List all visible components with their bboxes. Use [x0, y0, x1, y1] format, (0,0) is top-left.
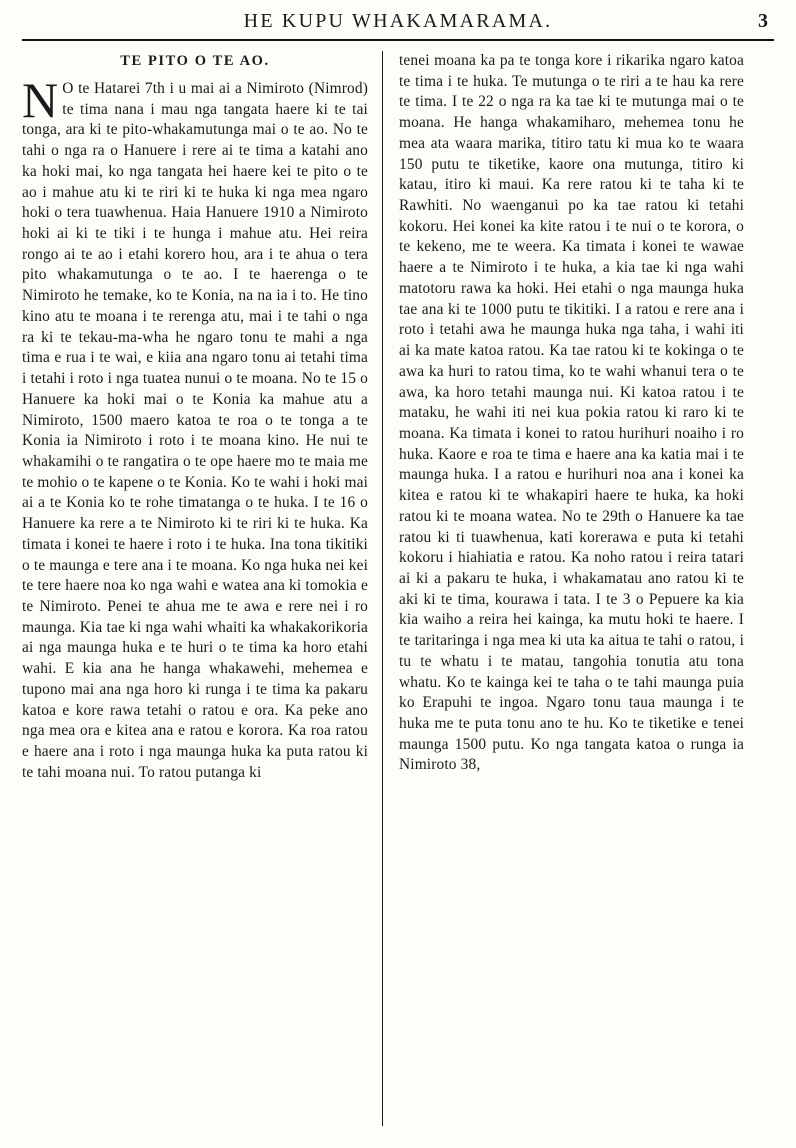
header-rule [22, 39, 774, 41]
text-columns [22, 51, 774, 1126]
masthead [22, 10, 774, 37]
article-heading: TE PITO O TE AO. [120, 53, 270, 69]
column-right [383, 51, 744, 1126]
page-title: HE KUPU WHAKAMARAMA. [243, 10, 553, 32]
article-body-left [22, 72, 368, 783]
page-number: 3 [758, 10, 768, 32]
article-body-left-text: O te Hatarei 7th i u mai ai a Nimiroto (Nimrod) te tima nana i mau nga tangata haere ki te tai tonga, ara ki te pito-whakamutunga mai o te ao. No te tahi o nga ra o Hanuere i rere ai te tima a katahi ano ka hoki mai, ko nga tangata hei haere kei te pito o te ao i mahue atu ki te riri ki te huka ki nga mea ngaro hoki o tera tuawhenua. Haia Hanuere 1910 a Nimiroto hoki ai ki te tiki i te hunga i mahue atu. Hei reira rongo ai te ao i etahi korero hou, ara i te ahua o tera pito whakamutunga o te ao. I te haerenga o te Nimiroto he temake, ko te Konia, na na ia i to. He tino kino atu te moana i te rerenga atu, mai i te tahi o nga ra ki te tekau-ma-wha he ngaro tonu te mahi a nga tima e rua i te wai, e kiia ana ngaro tonu ai tetahi tima i tetahi i roto i nga tuatea nunui o te moana. No te 15 o Hanuere ka hoki mai o te Konia ka mahue atu a Nimiroto, 1500 maero katoa te roa o te tonga a te Konia ia Nimiroto i roto i te moana kino. He nui te whakamihi o te rangatira o te ope haere mo te maia me te mohio o te kapene o te Konia. Ko te wahi i hoki mai ai a te Konia ko te rohe timatanga o te huka. I te 16 o Hanuere ka rere a te Nimiroto ki te riri ki te huka. Ka timata i konei te haere i roto i te huka. Ina tona tikitiki o te maunga e tere ana i te moana. Ko nga huka nei kei te tere haere noa ko nga wahi e watea ana ki tomokia e te Nimiroto. Penei te ahua me te awa e rere nei i ro maunga. Kia tae ki nga wahi whaiti ka whakakorikoria ai nga maunga huka e te huri o te tima ka horo etahi wahi. E kia ana he hanga whakawehi, mehemea e tupono mai ana nga horo ki runga i te tima ka pakaru katoa e kore rawa tetahi o ratou e ora. Ka peke ano nga mea ora e kitea ana e ratou e korora. Ka roa ratou e haere ana i roto i nga maunga huka ka puta ratou ki te tahi moana nui. To ratou putanga ki [22, 80, 368, 781]
article-body-right: tenei moana ka pa te tonga kore i rikarika ngaro katoa te tima i te huka. Te mutunga o te riri a te hau ka rere te tima. I te 22 o nga ra ka tae ki te mutunga mai o te moana. He hanga whakamiharo, mehemea tonu he mea ata waara marika, titiro tatu ki mua ko te waara 150 putu te tiketike, kaore ona mutunga, titiro ki katau, itiro ki maui. Ka rere ratou ki te taha ki te Rawhiti. No waenganui po ka tae ratou ki tetahi kokoru. Hei konei ka kite ratou i te nui o te korora, o te kekeno, me te weera. Ka timata i konei te wawae haere a te Nimiroto i te huka, a kia tae ki nga wahi matotoru rawa ka hoki. Hei etahi o nga maunga huka tae ana ki te 1000 putu te tikitiki. I a ratou e rere ana i roto i tetahi awa he maunga huka nga taha, i wahi iti ai ka mate katoa ratou. Ka tae ratou ki te kokinga o te awa ka huri to ratou tima, ko te wahi whanui tera o te awa, ka horo tetahi maunga nui. Ki katoa ratou i te mataku, he wahi iti nei kua pokia ratou ki raro ki te moana. Ka timata i konei to ratou hurihuri noaiho i ro huka. Kaore e roa te tima e haere ana ka katia mai i te maunga huka. I a ratou e hurihuri noa ana i konei ka kitea e ratou ki te whakapiri haere te huka, ka hoki ratou ki te moana watea. No te 29th o Hanuere ka tae ratou ki ti tuawhenua, kati korerawa e puta ki tetahi kokoru i hiahiatia e ratou. Ka noho ratou i reira tatari ai ki a pakaru te huka, i whakamatau ano ratou ki te aki ki te tima, kourawa i tata. I te 3 o Pepuere ka kia kia waiho a reira hei kainga, ka mutu hoki te haere. I te taritaringa i nga mea ki uta ka aitua te tahi o ratou, i tu te whatu i te matau, tangohia tonutia atu tona whatu. Ko te kainga kei te taha o te tahi maunga puia ko Erapuhi te ingoa. Ngaro tonu taua maunga i te huka me te puta tonu ano te hu. Ko te tiketike e tenei maunga 1500 putu. Ko nga tangata katoa o runga ia Nimiroto 38, [399, 52, 744, 774]
drop-cap: N [22, 72, 59, 128]
column-left [22, 51, 383, 1126]
